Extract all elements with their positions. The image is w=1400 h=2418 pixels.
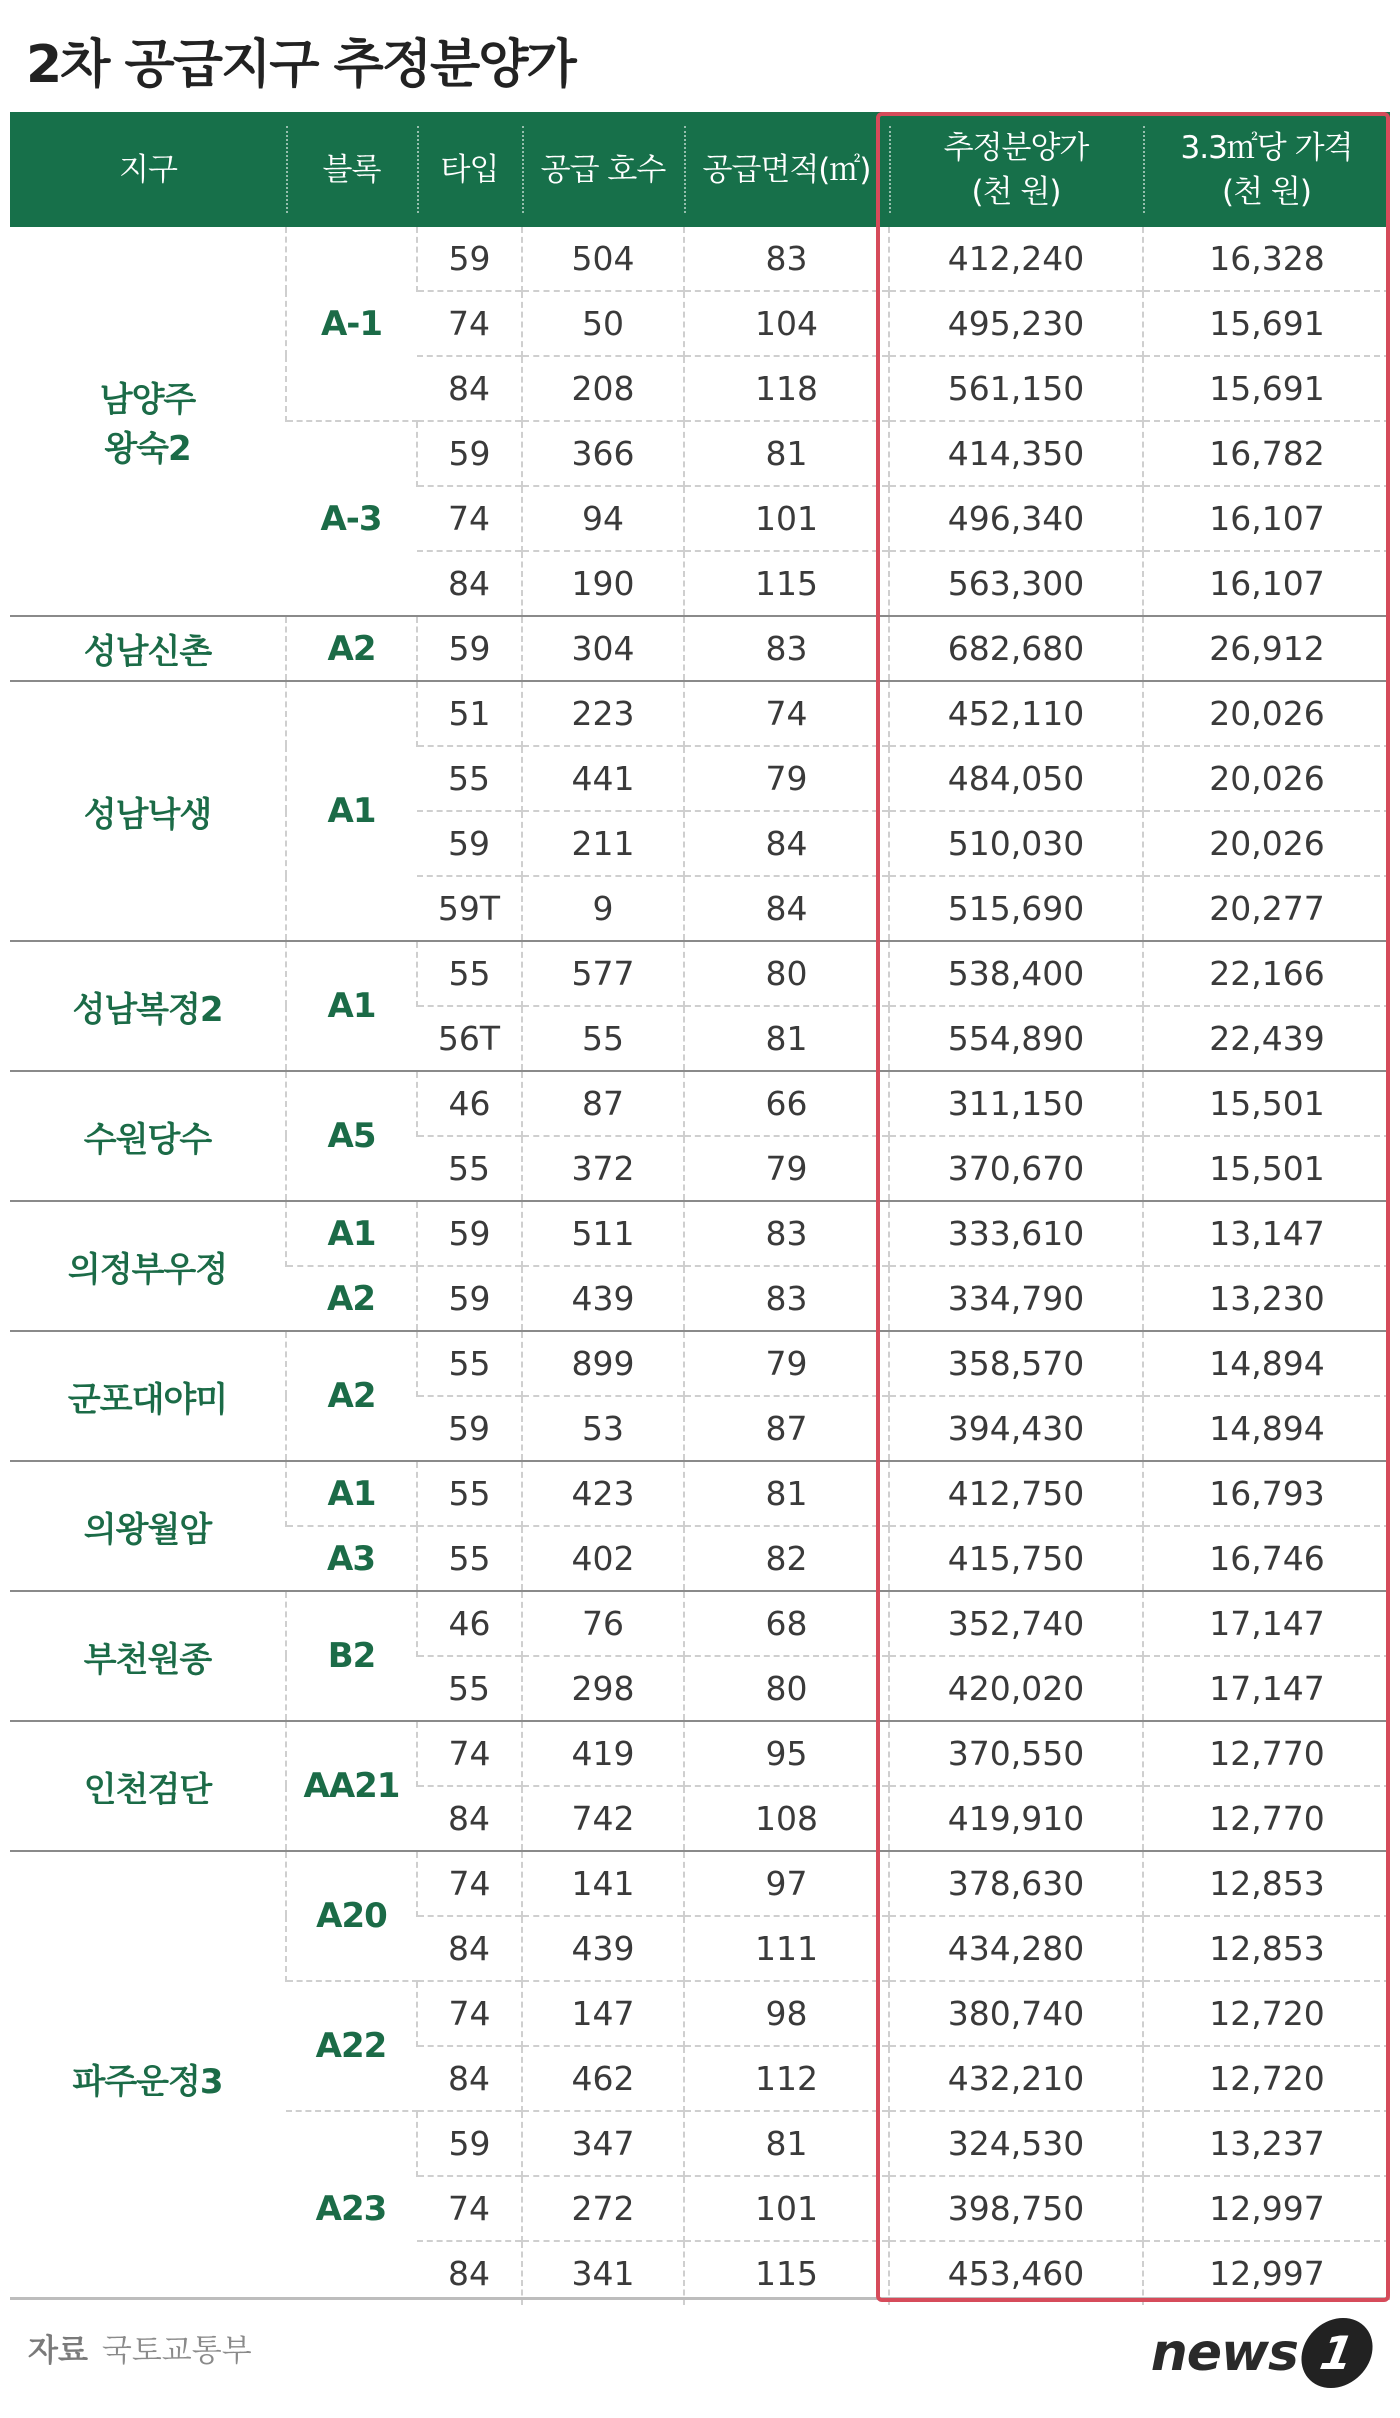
units-cell: 899 xyxy=(522,1331,684,1396)
estimated-price-cell: 561,150 xyxy=(889,356,1143,421)
bottom-rule xyxy=(10,2297,1390,2300)
units-cell: 208 xyxy=(522,356,684,421)
area-cell: 81 xyxy=(684,1006,889,1071)
estimated-price-cell: 370,550 xyxy=(889,1721,1143,1786)
header-estimated-price xyxy=(889,112,1143,227)
estimated-price-cell: 554,890 xyxy=(889,1006,1143,1071)
district-name-line: 성남신촌 xyxy=(83,632,212,672)
table-row xyxy=(10,616,1390,681)
price-per-pyeong-cell: 12,770 xyxy=(1143,1721,1390,1786)
header-type: 타입 xyxy=(417,112,522,227)
estimated-price-cell: 334,790 xyxy=(889,1266,1143,1331)
units-cell: 372 xyxy=(522,1136,684,1201)
estimated-price-cell: 419,910 xyxy=(889,1786,1143,1851)
estimated-price-cell: 412,240 xyxy=(889,227,1143,291)
type-cell: 74 xyxy=(417,291,522,356)
price-per-pyeong-cell: 16,746 xyxy=(1143,1526,1390,1591)
block-cell: A5 xyxy=(286,1071,417,1201)
price-per-pyeong-cell: 12,853 xyxy=(1143,1851,1390,1916)
supply-price-table xyxy=(10,112,1390,2305)
estimated-price-cell: 414,350 xyxy=(889,421,1143,486)
area-cell: 115 xyxy=(684,551,889,616)
price-per-pyeong-cell: 17,147 xyxy=(1143,1656,1390,1721)
block-cell: A-3 xyxy=(286,421,417,616)
district-name-line: 성남복정2 xyxy=(72,989,223,1030)
estimated-price-cell: 682,680 xyxy=(889,616,1143,681)
type-cell: 84 xyxy=(417,356,522,421)
estimated-price-cell: 380,740 xyxy=(889,1981,1143,2046)
units-cell: 298 xyxy=(522,1656,684,1721)
block-cell: B2 xyxy=(286,1591,417,1721)
area-cell: 84 xyxy=(684,811,889,876)
area-cell: 79 xyxy=(684,1331,889,1396)
table-row xyxy=(10,227,1390,291)
units-cell: 419 xyxy=(522,1721,684,1786)
type-cell: 74 xyxy=(417,1851,522,1916)
units-cell: 423 xyxy=(522,1461,684,1526)
price-per-pyeong-cell: 16,328 xyxy=(1143,227,1390,291)
logo-wordmark: news xyxy=(1150,2323,1298,2383)
area-cell: 81 xyxy=(684,421,889,486)
estimated-price-cell: 452,110 xyxy=(889,681,1143,746)
area-cell: 97 xyxy=(684,1851,889,1916)
block-cell: A2 xyxy=(286,1266,417,1331)
area-cell: 80 xyxy=(684,941,889,1006)
type-cell: 74 xyxy=(417,1721,522,1786)
header-block: 블록 xyxy=(286,112,417,227)
estimated-price-cell: 394,430 xyxy=(889,1396,1143,1461)
units-cell: 272 xyxy=(522,2176,684,2241)
type-cell: 55 xyxy=(417,1461,522,1526)
type-cell: 84 xyxy=(417,2241,522,2305)
block-cell: A1 xyxy=(286,941,417,1071)
price-per-pyeong-cell: 17,147 xyxy=(1143,1591,1390,1656)
block-cell: A2 xyxy=(286,616,417,681)
district-name-line: 남양주 xyxy=(99,380,196,420)
units-cell: 50 xyxy=(522,291,684,356)
units-cell: 76 xyxy=(522,1591,684,1656)
header-units: 공급 호수 xyxy=(522,112,684,227)
area-cell: 83 xyxy=(684,227,889,291)
district-name-line: 수원당수 xyxy=(83,1119,212,1160)
source-text: 국토교통부 xyxy=(101,2333,252,2369)
price-per-pyeong-cell: 16,107 xyxy=(1143,551,1390,616)
area-cell: 115 xyxy=(684,2241,889,2305)
units-cell: 347 xyxy=(522,2111,684,2176)
units-cell: 9 xyxy=(522,876,684,941)
district-name-line: 의정부우정 xyxy=(67,1249,228,1290)
type-cell: 59 xyxy=(417,1396,522,1461)
type-cell: 74 xyxy=(417,1981,522,2046)
header-district: 지구 xyxy=(10,112,286,227)
units-cell: 141 xyxy=(522,1851,684,1916)
area-cell: 98 xyxy=(684,1981,889,2046)
estimated-price-cell: 412,750 xyxy=(889,1461,1143,1526)
area-cell: 83 xyxy=(684,616,889,681)
price-per-pyeong-cell: 15,691 xyxy=(1143,291,1390,356)
block-cell: A23 xyxy=(286,2111,417,2305)
estimated-price-cell: 495,230 xyxy=(889,291,1143,356)
type-cell: 46 xyxy=(417,1591,522,1656)
type-cell: 55 xyxy=(417,1656,522,1721)
block-cell: A1 xyxy=(286,1201,417,1266)
estimated-price-cell: 415,750 xyxy=(889,1526,1143,1591)
district-name-line: 부천원종 xyxy=(83,1639,212,1680)
units-cell: 87 xyxy=(522,1071,684,1136)
units-cell: 504 xyxy=(522,227,684,291)
area-cell: 118 xyxy=(684,356,889,421)
estimated-price-cell: 370,670 xyxy=(889,1136,1143,1201)
block-cell: A2 xyxy=(286,1331,417,1461)
area-cell: 111 xyxy=(684,1916,889,1981)
news1-logo xyxy=(1151,2318,1372,2388)
area-cell: 81 xyxy=(684,2111,889,2176)
price-per-pyeong-cell: 13,237 xyxy=(1143,2111,1390,2176)
type-cell: 59 xyxy=(417,811,522,876)
price-per-pyeong-cell: 20,026 xyxy=(1143,746,1390,811)
estimated-price-cell: 453,460 xyxy=(889,2241,1143,2305)
table-row xyxy=(10,1201,1390,1266)
price-per-pyeong-cell: 12,997 xyxy=(1143,2241,1390,2305)
type-cell: 55 xyxy=(417,746,522,811)
header-estimated-price-unit: (천 원) xyxy=(971,173,1061,210)
estimated-price-cell: 311,150 xyxy=(889,1071,1143,1136)
price-per-pyeong-cell: 15,501 xyxy=(1143,1136,1390,1201)
units-cell: 439 xyxy=(522,1916,684,1981)
units-cell: 441 xyxy=(522,746,684,811)
price-per-pyeong-cell: 16,793 xyxy=(1143,1461,1390,1526)
block-cell: A1 xyxy=(286,1461,417,1526)
district-name-line: 왕숙2 xyxy=(104,429,191,469)
area-cell: 101 xyxy=(684,2176,889,2241)
logo-badge-icon xyxy=(1296,2318,1378,2388)
estimated-price-cell: 510,030 xyxy=(889,811,1143,876)
estimated-price-cell: 432,210 xyxy=(889,2046,1143,2111)
units-cell: 211 xyxy=(522,811,684,876)
type-cell: 46 xyxy=(417,1071,522,1136)
district-name-line: 군포대야미 xyxy=(67,1379,228,1420)
type-cell: 51 xyxy=(417,681,522,746)
type-cell: 55 xyxy=(417,1331,522,1396)
table-row xyxy=(10,1591,1390,1656)
source-note xyxy=(28,2325,252,2370)
district-cell xyxy=(10,1851,286,2305)
price-per-pyeong-cell: 12,997 xyxy=(1143,2176,1390,2241)
estimated-price-cell: 515,690 xyxy=(889,876,1143,941)
type-cell: 59 xyxy=(417,616,522,681)
block-cell: A22 xyxy=(286,1981,417,2111)
type-cell: 74 xyxy=(417,486,522,551)
area-cell: 95 xyxy=(684,1721,889,1786)
district-cell xyxy=(10,227,286,616)
district-name-line: 의왕월암 xyxy=(83,1509,212,1550)
units-cell: 341 xyxy=(522,2241,684,2305)
units-cell: 190 xyxy=(522,551,684,616)
estimated-price-cell: 434,280 xyxy=(889,1916,1143,1981)
type-cell: 84 xyxy=(417,1916,522,1981)
area-cell: 108 xyxy=(684,1786,889,1851)
header-price-per-pyeong-line1: 3.3㎡당 가격 xyxy=(1180,129,1353,166)
type-cell: 84 xyxy=(417,2046,522,2111)
estimated-price-cell: 333,610 xyxy=(889,1201,1143,1266)
area-cell: 83 xyxy=(684,1201,889,1266)
estimated-price-cell: 420,020 xyxy=(889,1656,1143,1721)
area-cell: 83 xyxy=(684,1266,889,1331)
block-cell: AA21 xyxy=(286,1721,417,1851)
district-cell xyxy=(10,1071,286,1201)
area-cell: 81 xyxy=(684,1461,889,1526)
district-cell xyxy=(10,1721,286,1851)
type-cell: 59 xyxy=(417,2111,522,2176)
area-cell: 112 xyxy=(684,2046,889,2111)
units-cell: 304 xyxy=(522,616,684,681)
price-per-pyeong-cell: 15,501 xyxy=(1143,1071,1390,1136)
table-row xyxy=(10,1721,1390,1786)
price-per-pyeong-cell: 12,853 xyxy=(1143,1916,1390,1981)
estimated-price-cell: 563,300 xyxy=(889,551,1143,616)
district-cell xyxy=(10,616,286,681)
district-name-line: 성남낙생 xyxy=(83,794,212,835)
table-row xyxy=(10,1071,1390,1136)
type-cell: 59 xyxy=(417,1201,522,1266)
price-per-pyeong-cell: 13,230 xyxy=(1143,1266,1390,1331)
district-cell xyxy=(10,941,286,1071)
header-area: 공급면적(㎡) xyxy=(684,112,889,227)
district-name-line: 인천검단 xyxy=(83,1769,212,1810)
table-body xyxy=(10,227,1390,2305)
units-cell: 402 xyxy=(522,1526,684,1591)
price-per-pyeong-cell: 20,026 xyxy=(1143,681,1390,746)
block-cell: A20 xyxy=(286,1851,417,1981)
table-row xyxy=(10,681,1390,746)
units-cell: 147 xyxy=(522,1981,684,2046)
type-cell: 55 xyxy=(417,941,522,1006)
price-per-pyeong-cell: 14,894 xyxy=(1143,1396,1390,1461)
area-cell: 104 xyxy=(684,291,889,356)
estimated-price-cell: 324,530 xyxy=(889,2111,1143,2176)
supply-price-table-wrapper xyxy=(10,112,1390,2305)
units-cell: 511 xyxy=(522,1201,684,1266)
type-cell: 59 xyxy=(417,227,522,291)
area-cell: 68 xyxy=(684,1591,889,1656)
header-estimated-price-line1: 추정분양가 xyxy=(943,129,1089,166)
units-cell: 439 xyxy=(522,1266,684,1331)
type-cell: 84 xyxy=(417,1786,522,1851)
price-per-pyeong-cell: 16,782 xyxy=(1143,421,1390,486)
source-label: 자료 xyxy=(28,2333,88,2369)
price-per-pyeong-cell: 20,277 xyxy=(1143,876,1390,941)
units-cell: 577 xyxy=(522,941,684,1006)
estimated-price-cell: 378,630 xyxy=(889,1851,1143,1916)
price-per-pyeong-cell: 12,720 xyxy=(1143,2046,1390,2111)
estimated-price-cell: 398,750 xyxy=(889,2176,1143,2241)
header-price-per-pyeong xyxy=(1143,112,1390,227)
type-cell: 56T xyxy=(417,1006,522,1071)
district-name-line: 파주운정3 xyxy=(72,2062,223,2102)
page-title: 2차 공급지구 추정분양가 xyxy=(26,35,575,95)
estimated-price-cell: 496,340 xyxy=(889,486,1143,551)
type-cell: 74 xyxy=(417,2176,522,2241)
type-cell: 55 xyxy=(417,1526,522,1591)
table-row xyxy=(10,1331,1390,1396)
table-header-row xyxy=(10,112,1390,227)
price-per-pyeong-cell: 22,166 xyxy=(1143,941,1390,1006)
estimated-price-cell: 352,740 xyxy=(889,1591,1143,1656)
units-cell: 742 xyxy=(522,1786,684,1851)
type-cell: 59T xyxy=(417,876,522,941)
type-cell: 84 xyxy=(417,551,522,616)
price-per-pyeong-cell: 12,770 xyxy=(1143,1786,1390,1851)
area-cell: 74 xyxy=(684,681,889,746)
units-cell: 223 xyxy=(522,681,684,746)
estimated-price-cell: 358,570 xyxy=(889,1331,1143,1396)
units-cell: 366 xyxy=(522,421,684,486)
estimated-price-cell: 538,400 xyxy=(889,941,1143,1006)
price-per-pyeong-cell: 14,894 xyxy=(1143,1331,1390,1396)
area-cell: 80 xyxy=(684,1656,889,1721)
district-cell xyxy=(10,1201,286,1331)
block-cell: A1 xyxy=(286,681,417,941)
area-cell: 84 xyxy=(684,876,889,941)
price-per-pyeong-cell: 15,691 xyxy=(1143,356,1390,421)
price-per-pyeong-cell: 13,147 xyxy=(1143,1201,1390,1266)
type-cell: 59 xyxy=(417,421,522,486)
block-cell: A-1 xyxy=(286,227,417,421)
area-cell: 87 xyxy=(684,1396,889,1461)
units-cell: 53 xyxy=(522,1396,684,1461)
estimated-price-cell: 484,050 xyxy=(889,746,1143,811)
header-price-per-pyeong-unit: (천 원) xyxy=(1222,173,1311,210)
area-cell: 66 xyxy=(684,1071,889,1136)
district-cell xyxy=(10,1461,286,1591)
price-per-pyeong-cell: 16,107 xyxy=(1143,486,1390,551)
district-cell xyxy=(10,1591,286,1721)
area-cell: 79 xyxy=(684,1136,889,1201)
type-cell: 59 xyxy=(417,1266,522,1331)
area-cell: 82 xyxy=(684,1526,889,1591)
district-cell xyxy=(10,681,286,941)
table-row xyxy=(10,1461,1390,1526)
price-per-pyeong-cell: 22,439 xyxy=(1143,1006,1390,1071)
table-row xyxy=(10,941,1390,1006)
units-cell: 462 xyxy=(522,2046,684,2111)
table-row xyxy=(10,1851,1390,1916)
price-per-pyeong-cell: 26,912 xyxy=(1143,616,1390,681)
area-cell: 101 xyxy=(684,486,889,551)
area-cell: 79 xyxy=(684,746,889,811)
units-cell: 94 xyxy=(522,486,684,551)
type-cell: 55 xyxy=(417,1136,522,1201)
district-cell xyxy=(10,1331,286,1461)
price-per-pyeong-cell: 20,026 xyxy=(1143,811,1390,876)
units-cell: 55 xyxy=(522,1006,684,1071)
block-cell: A3 xyxy=(286,1526,417,1591)
price-per-pyeong-cell: 12,720 xyxy=(1143,1981,1390,2046)
logo-badge-mark: 1 xyxy=(1316,2326,1358,2380)
